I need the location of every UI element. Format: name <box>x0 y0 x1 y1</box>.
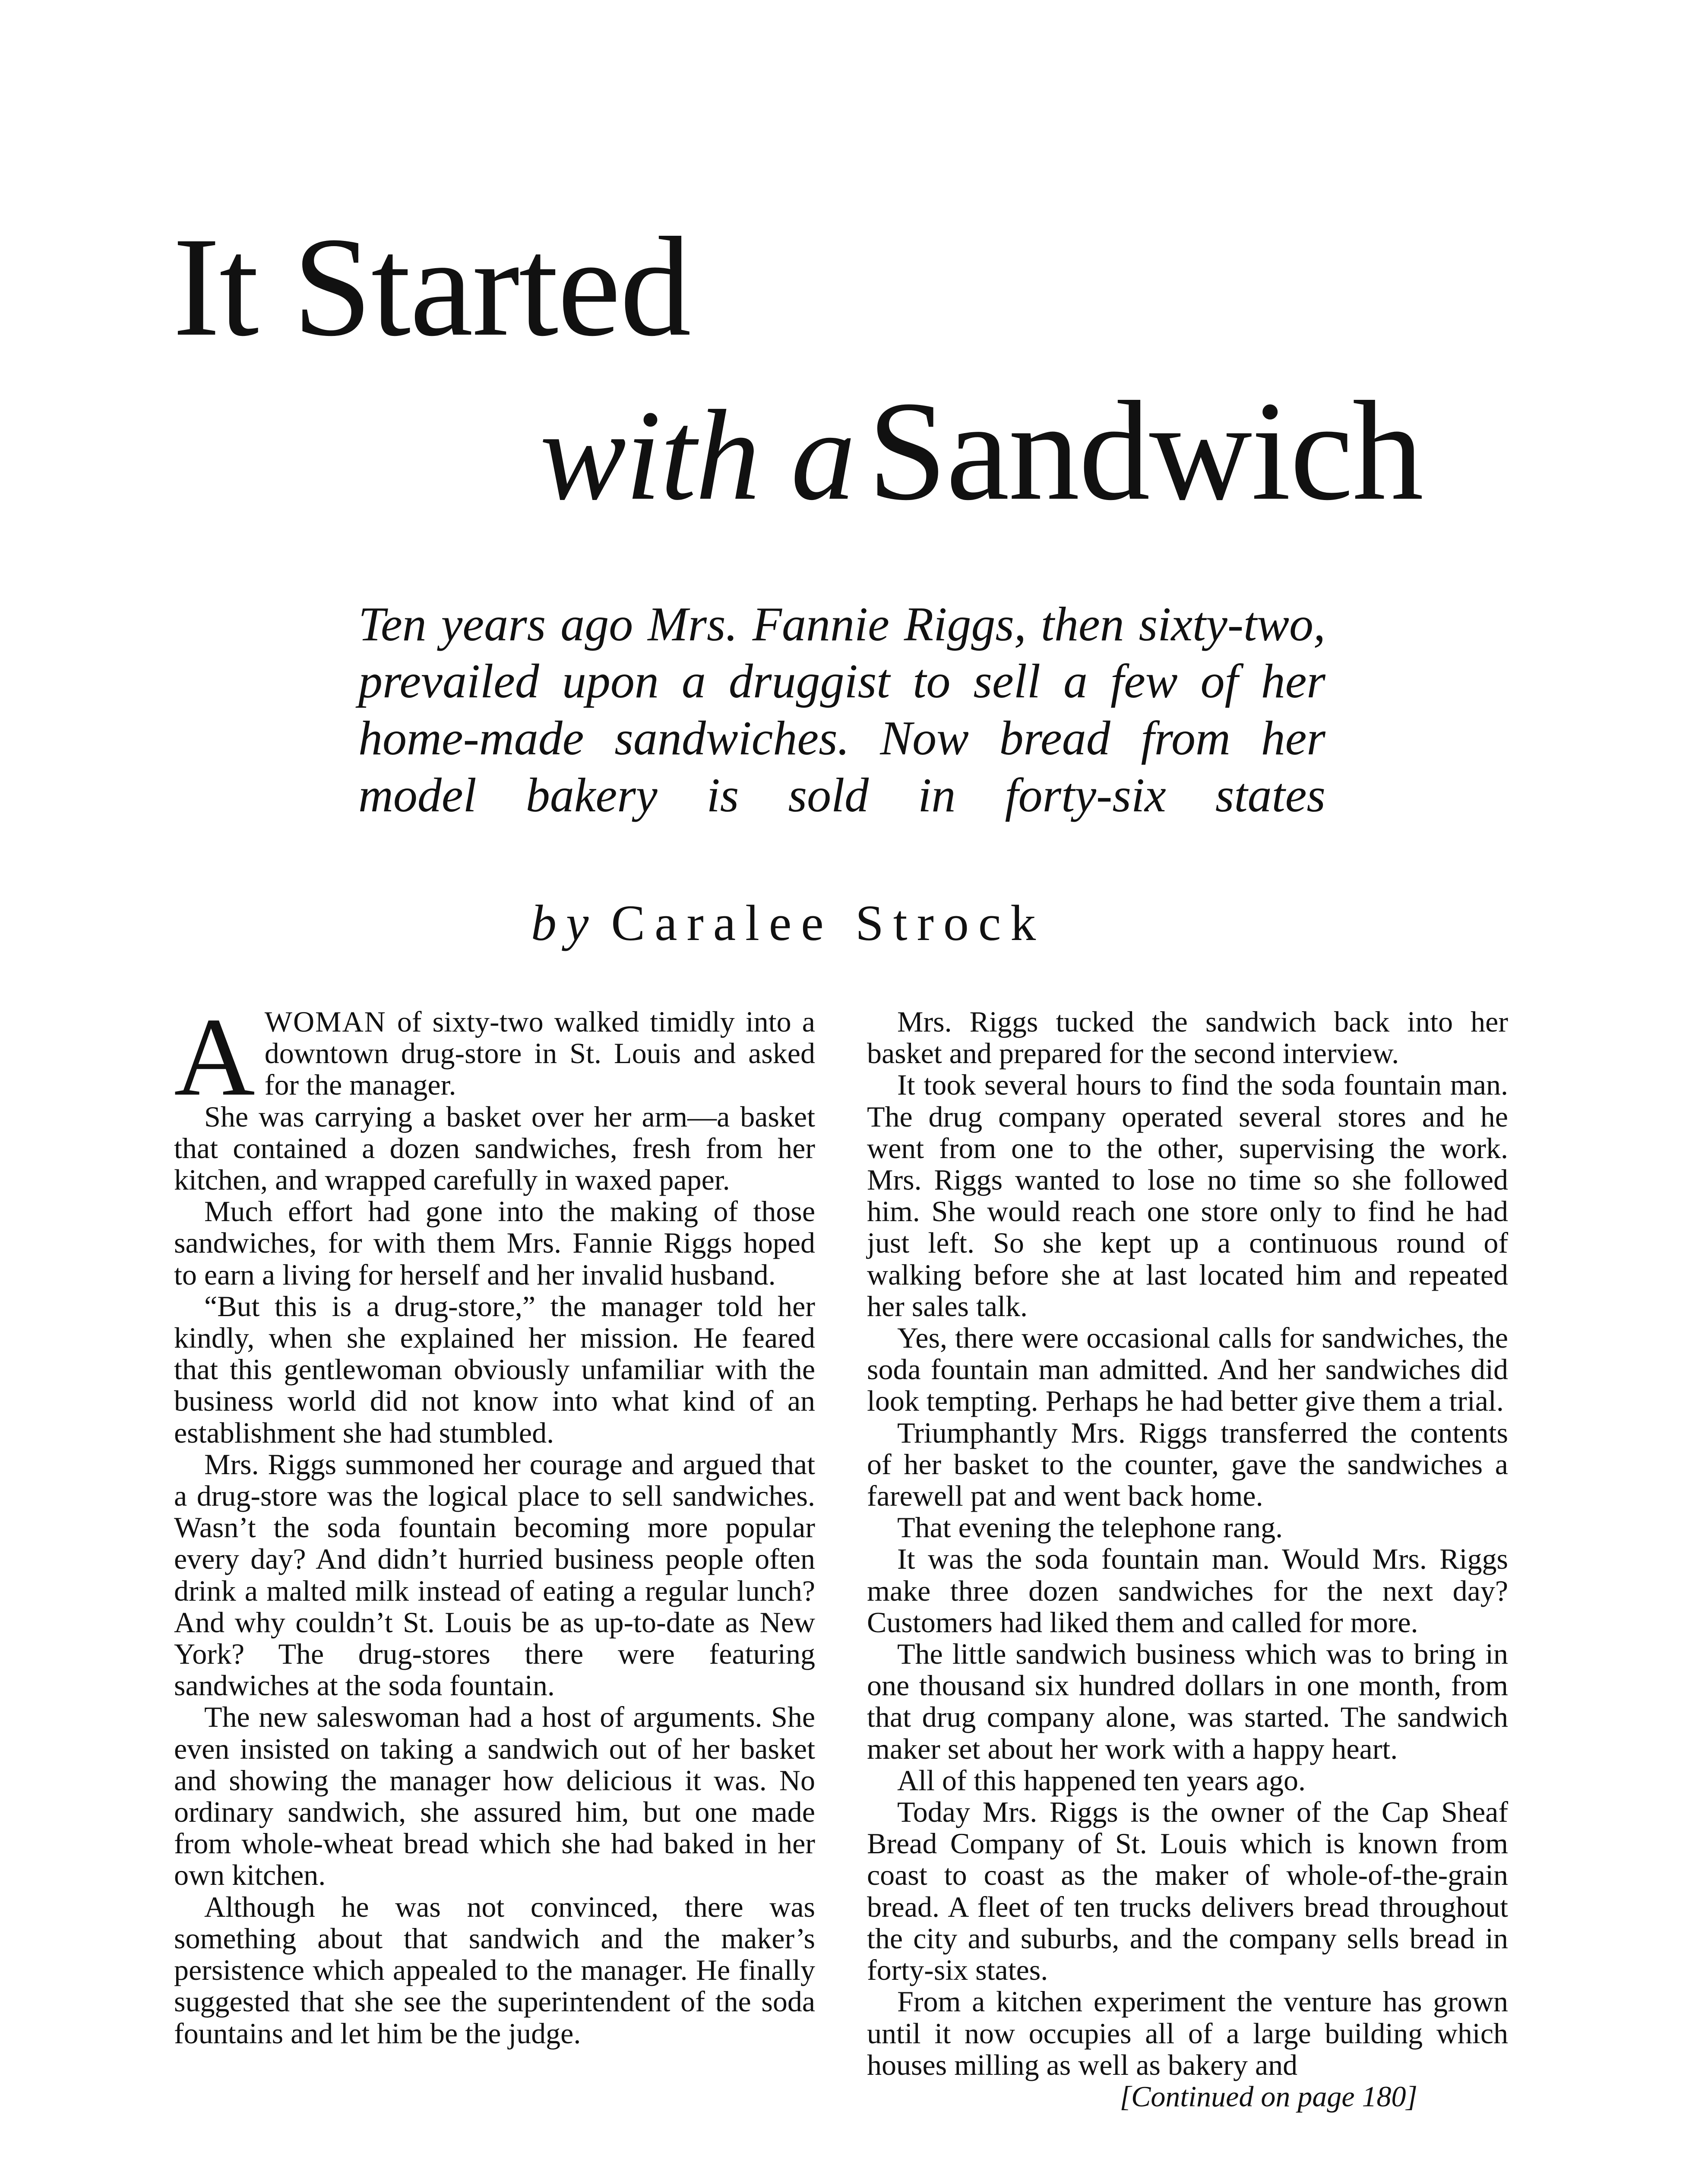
subtitle-deck: Ten years ago Mrs. Fannie Riggs, then sixty-two, prevailed upon a druggist to sell a few of her home-made sandwiches. Now bread from her model bakery is sold in forty-six states <box>358 598 1325 822</box>
paragraph: All of this happened ten years ago. <box>897 1763 1306 1797</box>
title-line-1: It Started <box>173 208 690 366</box>
paragraph: The new saleswoman had a host of arguments. She even insisted on taking a sandwich out of her basket and showing the manager how delicious it was. No ordinary sandwich, she assured him, but one made from whole-wheat bread which she had baked in her own kitchen. <box>174 1700 815 1892</box>
paragraph: It was the soda fountain man. Would Mrs. Riggs make three dozen sandwiches for the next day? Customers had liked them and called for more. <box>867 1542 1508 1639</box>
drop-cap: A <box>174 995 255 1119</box>
paragraph: Today Mrs. Riggs is the owner of the Cap Sheaf Bread Company of St. Louis which is known from coast to coast as the maker of whole-of-the-grain bread. A fleet of ten trucks delivers bread throughout the city and suburbs, and the company sells bread in forty-six states. <box>867 1795 1508 1987</box>
paragraph: The little sandwich business which was to bring in one thousand six hundred dollars in one month, from that drug company alone, was started. The sandwich maker set about her work with a happy heart. <box>867 1637 1508 1765</box>
paragraph: Yes, there were occasional calls for sandwiches, the soda fountain man admitted. And her sandwiches did look tempting. Perhaps he had better give them a trial. <box>867 1321 1508 1418</box>
paragraph: Mrs. Riggs tucked the sandwich back into her basket and prepared for the second interview. <box>867 1005 1508 1070</box>
paragraph: It took several hours to find the soda fountain man. The drug company operated several stores and he went from one to the other, supervising the work. Mrs. Riggs wanted to lose no time so she followed him. She would reach one store only to find he had just left. So she kept up a continuous round of walking before she at last located him and repeated her sales talk. <box>867 1068 1508 1323</box>
byline-prefix: by <box>531 895 598 951</box>
article-column-left <box>174 995 815 2050</box>
paragraph: Mrs. Riggs summoned her courage and argued that a drug-store was the logical place to sell sandwiches. Wasn’t the soda fountain becoming more popular every day? And didn’t hurried business people often drink a malted milk instead of eating a regular lunch? And why couldn’t St. Louis be as up-to-date as New York? The drug-stores there were featuring sandwiches at the soda fountain. <box>174 1447 815 1702</box>
continued-note: [Continued on page 180] <box>1120 2080 1417 2113</box>
title-roman-part: Sandwich <box>867 372 1423 530</box>
title-italic-part: with a <box>540 383 855 527</box>
byline <box>531 894 1045 953</box>
paragraph: She was carrying a basket over her arm—a basket that contained a dozen sandwiches, fresh from her kitchen, and wrapped carefully in waxed paper. <box>174 1100 815 1197</box>
opening-text: of sixty-two walked timidly into a downtown drug-store in St. Louis and asked for the manager. <box>264 1005 815 1102</box>
paragraph: “But this is a drug-store,” the manager told her kindly, when she explained her mission. He feared that this gentlewoman obviously unfamiliar with the business world did not know into what kind of an establishment she had stumbled. <box>174 1289 815 1449</box>
byline-author: Caralee Strock <box>611 895 1046 951</box>
title-line-2 <box>540 372 1423 530</box>
article-column-right <box>867 1006 1508 2112</box>
paragraph: Although he was not convinced, there was something about that sandwich and the maker’s persistence which appealed to the manager. He finally suggested that she see the superintendent of the soda fountains and let him be the judge. <box>174 1890 815 2050</box>
paragraph: Triumphantly Mrs. Riggs transferred the contents of her basket to the counter, gave the sandwiches a farewell pat and went back home. <box>867 1416 1508 1513</box>
opening-paragraph <box>174 995 815 1119</box>
paragraph: Much effort had gone into the making of those sandwiches, for with them Mrs. Fannie Riggs hoped to earn a living for herself and her invalid husband. <box>174 1195 815 1291</box>
paragraph: That evening the telephone rang. <box>897 1511 1283 1544</box>
opening-small-caps: WOMAN <box>264 1005 386 1038</box>
paragraph: From a kitchen experiment the venture has grown until it now occupies all of a large building which houses milling as well as bakery and <box>867 1985 1508 2081</box>
